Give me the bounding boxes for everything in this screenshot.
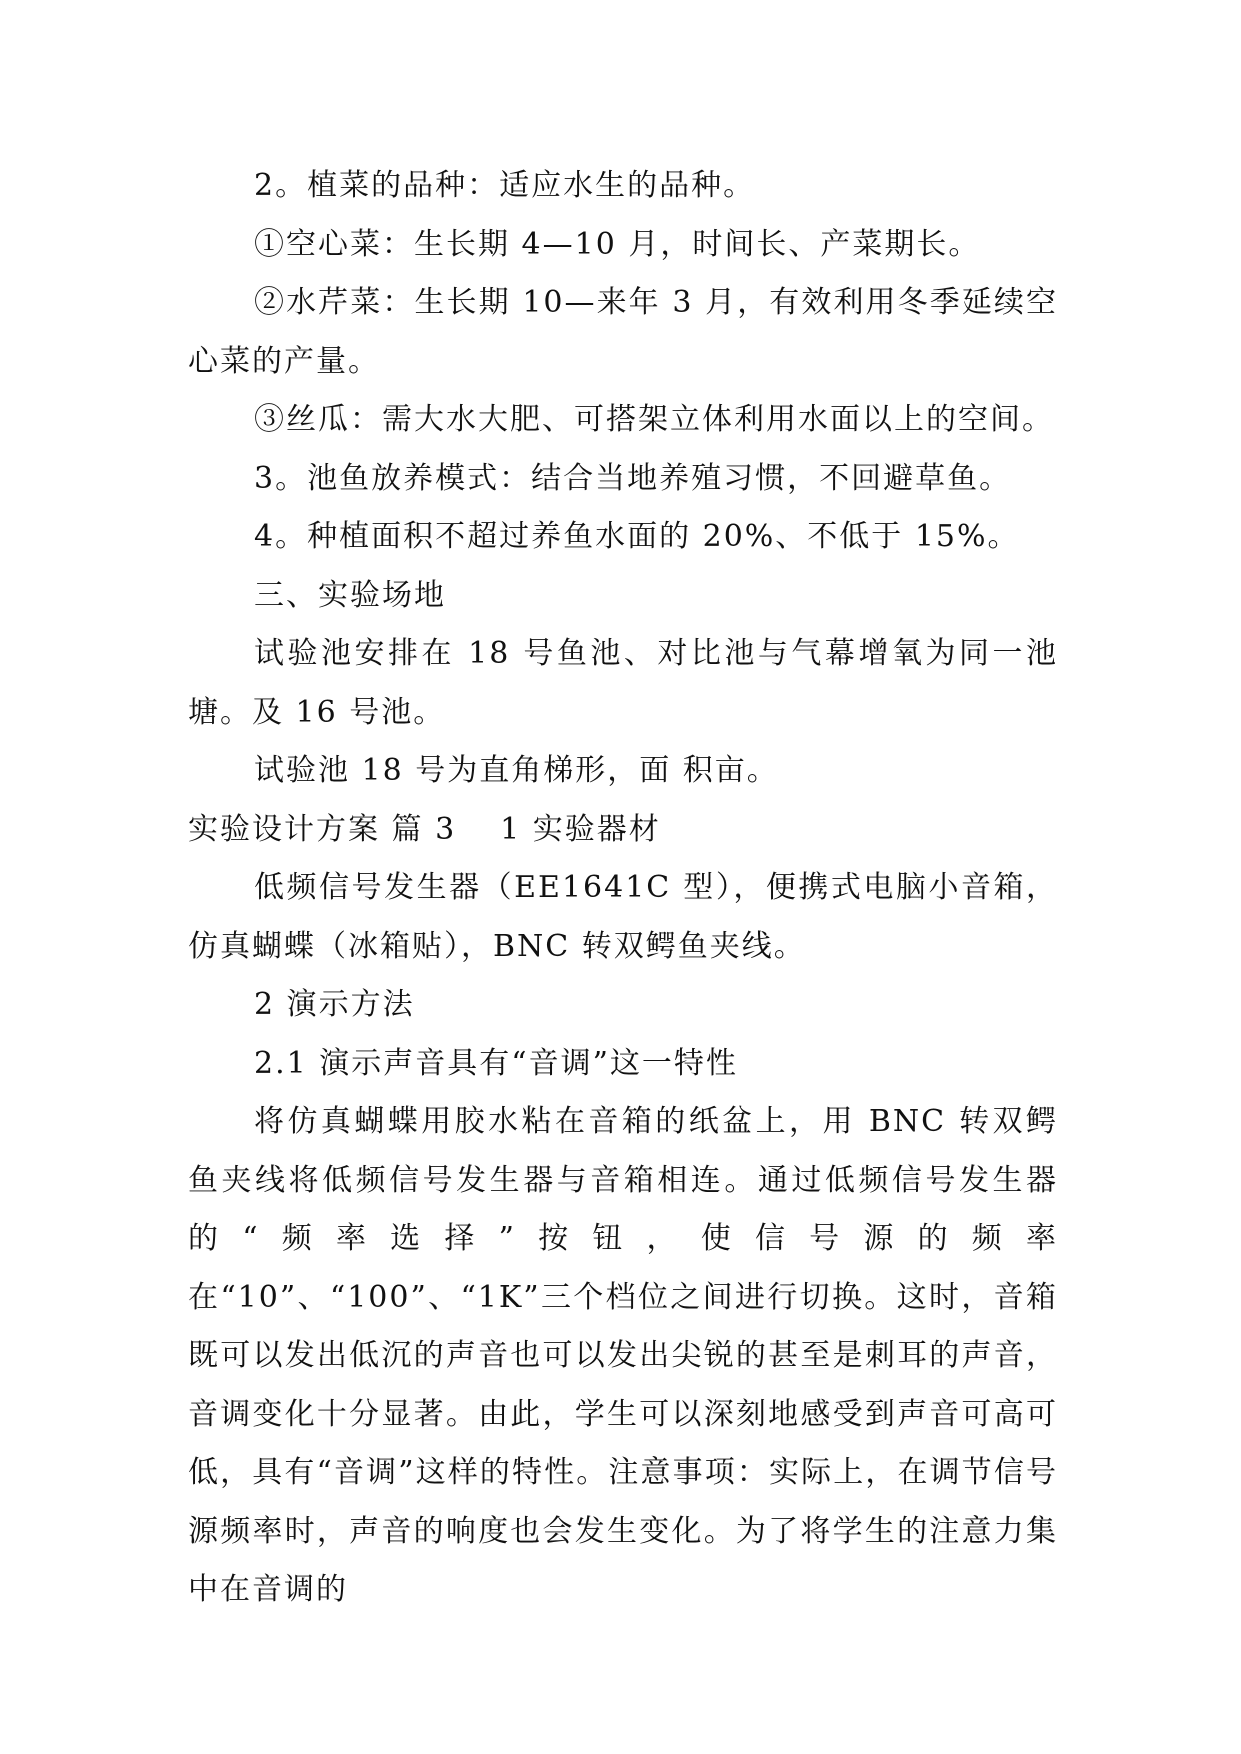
paragraph-water-celery: ②水芹菜：生长期 10—来年 3 月，有效利用冬季延续空心菜的产量。 bbox=[188, 285, 1058, 379]
paragraph-pitch-procedure: 将仿真蝴蝶用胶水粘在音箱的纸盆上，用 BNC 转双鳄鱼夹线将低频信号发生器与音箱相连。通过低频信号发生器的“频率选择”按钮，使信号源的频率在“10”、“100”、“1K”三个档位之间进行切换。这时，音箱既可以发出低沉的声音也可以发出尖锐的甚至是刺耳的声音，音调变化十分显著。由此，学生可以深刻地感受到声音可高可低，具有“音调”这样的特性。注意事项：实际上，在调节信号源频率时，声音的响度也会发生变化。为了将学生的注意力集中在音调的 bbox=[188, 1104, 1058, 1607]
document-body bbox=[188, 157, 1058, 1620]
section-subtitle: 1 实验器材 bbox=[500, 811, 661, 847]
paragraph-test-pond-shape: 试验池 18 号为直角梯形，面 积亩。 bbox=[254, 753, 779, 788]
paragraph-equipment: 低频信号发生器（EE1641C 型），便携式电脑小音箱，仿真蝴蝶（冰箱贴），BNC 转双鳄鱼夹线。 bbox=[188, 870, 1058, 964]
paragraph-test-pond-arrangement: 试验池安排在 18 号鱼池、对比池与气幕增氧为同一池塘。及 16 号池。 bbox=[188, 636, 1058, 730]
section-heading-test-site: 三、实验场地 bbox=[254, 577, 446, 613]
section-heading-design-plan bbox=[188, 801, 1058, 860]
paragraph-vegetable-variety: 2。植菜的品种：适应水生的品种。 bbox=[254, 168, 756, 203]
paragraph-luffa: ③丝瓜：需大水大肥、可搭架立体利用水面以上的空间。 bbox=[254, 402, 1054, 437]
heading-pitch-demo: 2.1 演示声音具有“音调”这一特性 bbox=[254, 1045, 738, 1081]
paragraph-planting-area: 4。种植面积不超过养鱼水面的 20%、不低于 15%。 bbox=[254, 519, 1020, 554]
heading-demo-method: 2 演示方法 bbox=[254, 987, 415, 1022]
paragraph-water-spinach: ①空心菜：生长期 4—10 月，时间长、产菜期长。 bbox=[254, 226, 981, 262]
section-title: 实验设计方案 篇 3 bbox=[188, 811, 457, 847]
paragraph-fish-stocking: 3。池鱼放养模式：结合当地养殖习惯，不回避草鱼。 bbox=[254, 460, 1012, 496]
